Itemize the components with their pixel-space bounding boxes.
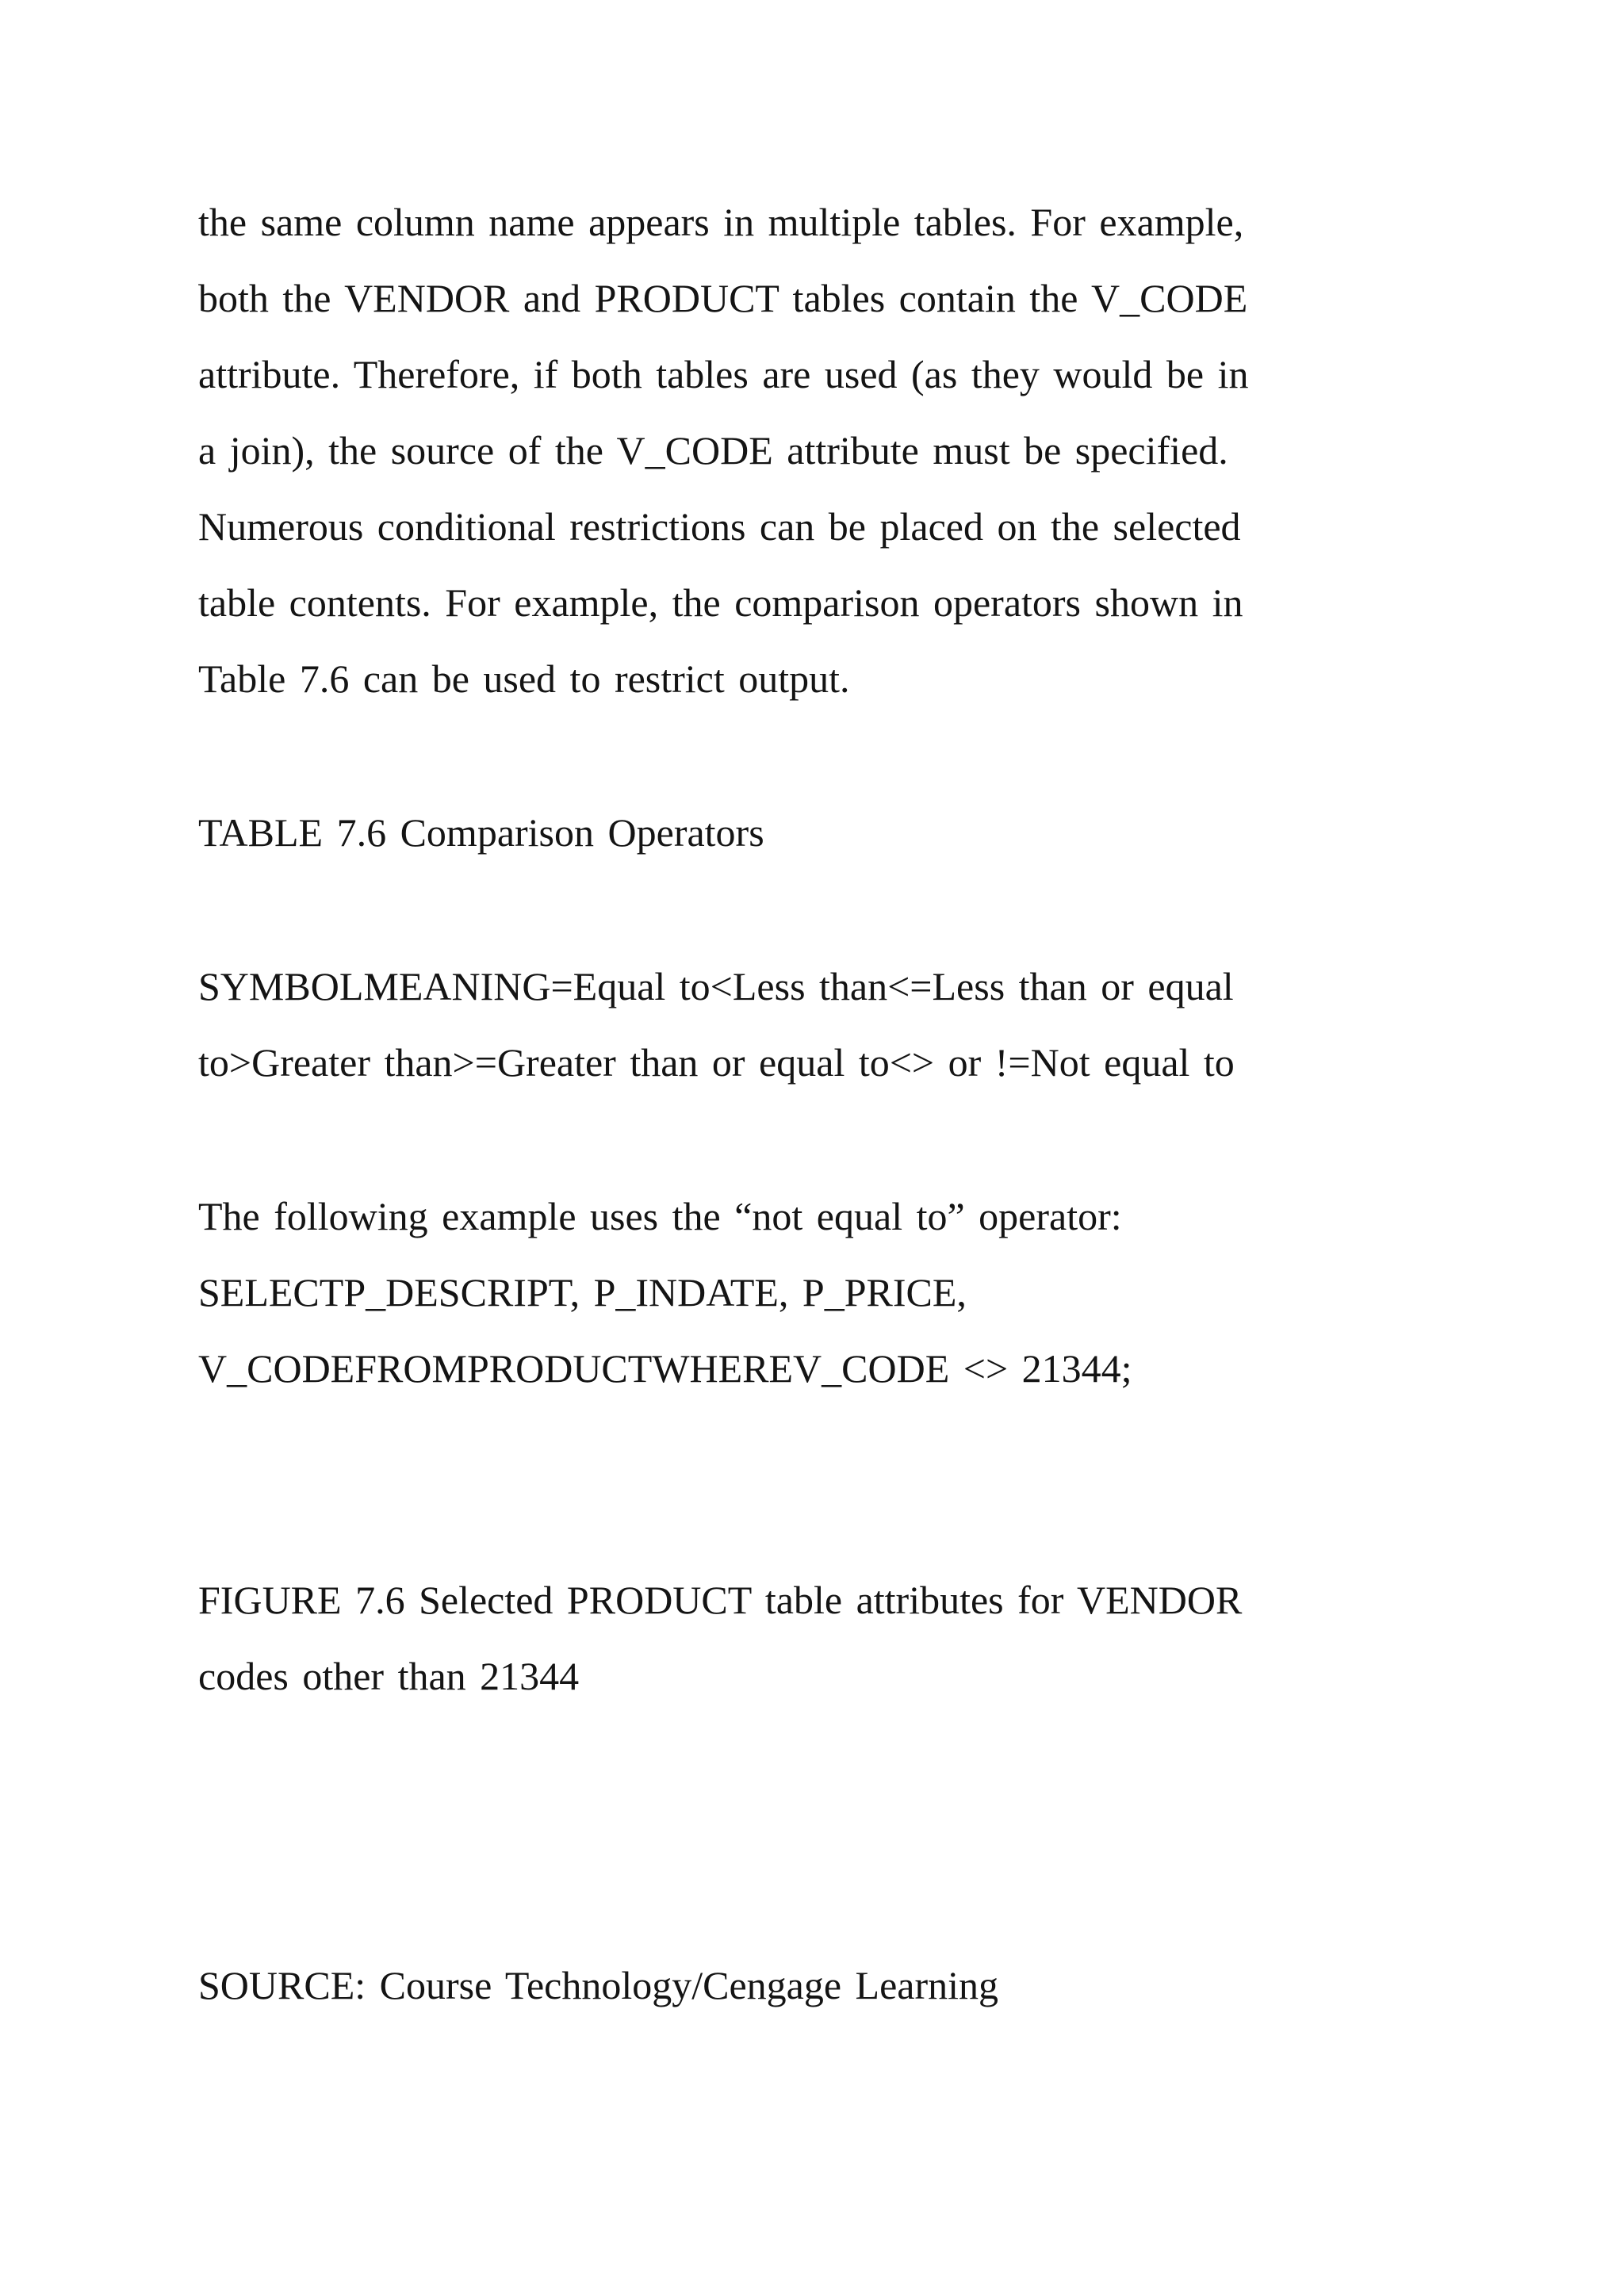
figure-caption-line: codes other than 21344: [198, 1654, 580, 1698]
paragraph-line: both the VENDOR and PRODUCT tables contain the V_CODE: [198, 276, 1248, 320]
operators-line: SYMBOLMEANING=Equal to<Less than<=Less than or equal: [198, 964, 1234, 1008]
paragraph-line: Table 7.6 can be used to restrict output.: [198, 656, 850, 701]
paragraph-line: Numerous conditional restrictions can be placed on the selected: [198, 504, 1241, 549]
figure-caption-line: FIGURE 7.6 Selected PRODUCT table attributes for VENDOR: [198, 1578, 1243, 1622]
sql-code-line: SELECTP_DESCRIPT, P_INDATE, P_PRICE,: [198, 1270, 967, 1314]
operators-line: to>Greater than>=Greater than or equal to<> or !=Not equal to: [198, 1040, 1235, 1085]
table-caption: TABLE 7.6 Comparison Operators: [198, 810, 764, 855]
paragraph-line: a join), the source of the V_CODE attribute must be specified.: [198, 428, 1228, 473]
paragraph-line: table contents. For example, the comparison operators shown in: [198, 580, 1243, 625]
sql-code-line: V_CODEFROMPRODUCTWHEREV_CODE <> 21344;: [198, 1346, 1132, 1391]
example-intro: The following example uses the “not equal to” operator:: [198, 1194, 1122, 1238]
source-credit: SOURCE: Course Technology/Cengage Learning: [198, 1963, 999, 2007]
paragraph-line: the same column name appears in multiple tables. For example,: [198, 200, 1244, 244]
paragraph-line: attribute. Therefore, if both tables are used (as they would be in: [198, 352, 1249, 396]
